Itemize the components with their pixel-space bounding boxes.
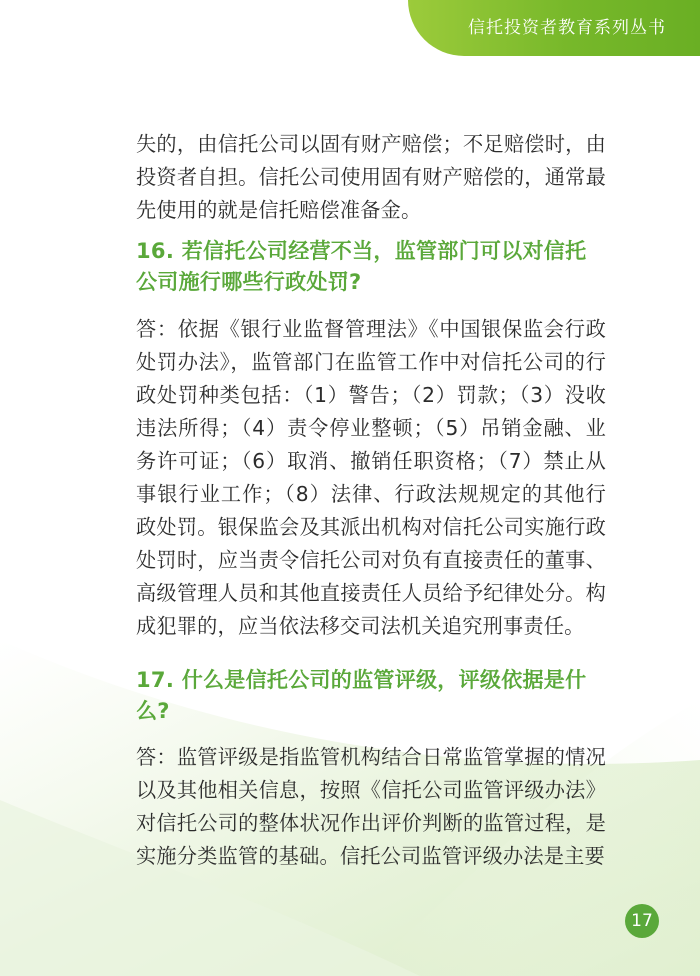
question-17-heading: 17. 什么是信托公司的监管评级，评级依据是什么?: [136, 668, 587, 723]
answer-17-paragraph: 答：监管评级是指监管机构结合日常监管掌握的情况以及其他相关信息，按照《信托公司监管评级办法》对信托公司的整体状况作出评价判断的监管过程，是实施分类监管的基础。信托公司监管评级办法是主要: [136, 745, 606, 868]
answer-16-paragraph: 答：依据《银行业监督管理法》《中国银保监会行政处罚办法》，监管部门在监管工作中对信托公司的行政处罚种类包括：（1）警告；（2）罚款；（3）没收违法所得；（4）责令停业整顿；（5）吊销金融、业务许可证；（6）取消、撤销任职资格；（7）禁止从事银行业工作；（8）法律、行政法规规定的其他行政处罚。银保监会及其派出机构对信托公司实施行政处罚时，应当责令信托公司对负有直接责任的董事、高级管理人员和其他直接责任人员给予纪律处分。构成犯罪的，应当依法移交司法机关追究刑事责任。: [136, 317, 606, 638]
question-16-heading: 16. 若信托公司经营不当，监管部门可以对信托公司施行哪些行政处罚?: [136, 239, 587, 294]
series-header-tab: [408, 0, 700, 56]
intro-paragraph: 失的，由信托公司以固有财产赔偿；不足赔偿时，由投资者自担。信托公司使用固有财产赔偿的，通常最先使用的就是信托赔偿准备金。: [136, 132, 606, 222]
page-number-badge: 17: [625, 904, 659, 938]
series-title: 信托投资者教育系列丛书: [468, 17, 666, 38]
page-content: [136, 128, 606, 873]
